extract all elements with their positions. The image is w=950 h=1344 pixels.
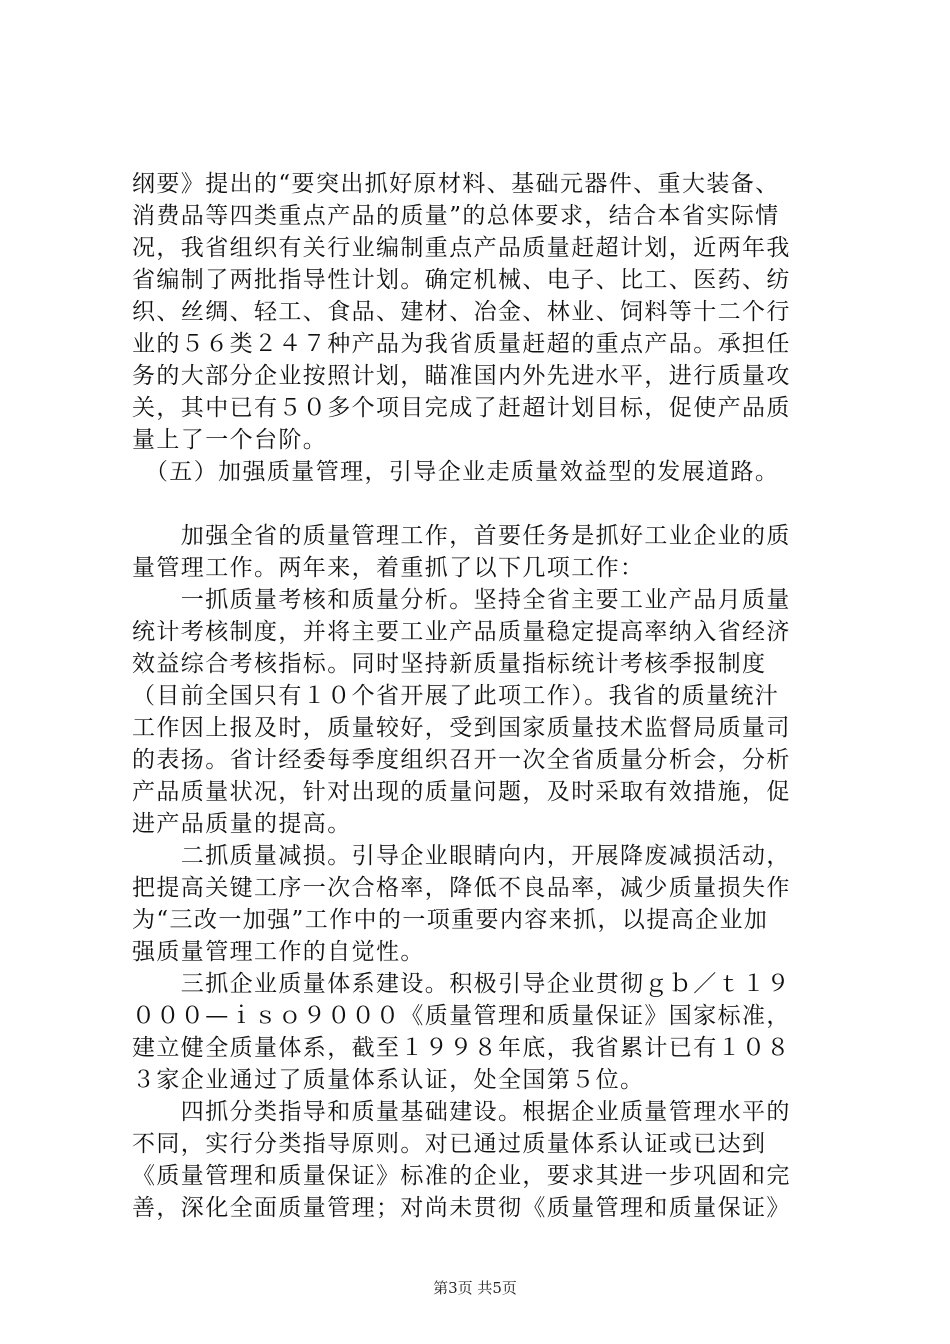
text-line: 消费品等四类重点产品的质量”的总体要求，结合本省实际情 [132, 203, 780, 229]
text-line: 务的大部分企业按照计划，瞄准国内外先进水平，进行质量攻 [132, 363, 791, 389]
text-line: 《质量管理和质量保证》标准的企业，要求其进一步巩固和完 [132, 1163, 791, 1189]
text-line: 进产品质量的提高。 [132, 811, 352, 837]
text-line: 加强全省的质量管理工作，首要任务是抓好工业企业的质 [132, 523, 791, 549]
text-line: 纲要》提出的“要突出抓好原材料、基础元器件、重大装备、 [132, 171, 780, 197]
text-line: ０００—ｉｓｏ９０００《质量管理和质量保证》国家标准， [132, 1003, 791, 1029]
text-line: 效益综合考核指标。同时坚持新质量指标统计考核季报制度 [132, 651, 767, 677]
text-line: 四抓分类指导和质量基础建设。根据企业质量管理水平的 [132, 1099, 791, 1125]
text-line: 工作因上报及时，质量较好，受到国家质量技术监督局质量司 [132, 715, 791, 741]
text-line: 把提高关键工序一次合格率，降低不良品率，减少质量损失作 [132, 875, 791, 901]
text-line: （目前全国只有１０个省开展了此项工作）。我省的质量统汁 [132, 683, 780, 709]
text-line: 一抓质量考核和质量分析。坚持全省主要工业产品月质量 [132, 587, 791, 613]
text-line: 建立健全质量体系，截至１９９８年底，我省累计已有１０８ [132, 1035, 791, 1061]
section-heading: （五）加强质量管理，引导企业走质量效益型的发展道路。 [132, 459, 780, 485]
text-line: 量管理工作。两年来，着重抓了以下几项工作： [132, 555, 645, 581]
page-number-footer: 第3页 共5页 [433, 1279, 517, 1297]
text-line: ３家企业通过了质量体系认证，处全国第５位。 [132, 1067, 645, 1093]
text-line: 善，深化全面质量管理；对尚未贯彻《质量管理和质量保证》 [132, 1195, 791, 1221]
text-line: 产品质量状况，针对出现的质量问题，及时采取有效措施，促 [132, 779, 791, 805]
text-line: 省编制了两批指导性计划。确定机械、电子、比工、医药、纺 [132, 267, 791, 293]
text-line: 不同，实行分类指导原则。对已通过质量体系认证或已达到 [132, 1131, 767, 1157]
text-line: 量上了一个台阶。 [132, 427, 328, 453]
text-line: 的表扬。省计经委每季度组织召开一次全省质量分析会，分析 [132, 747, 791, 773]
text-line: 织、丝绸、轻工、食品、建材、冶金、林业、饲料等十二个行 [132, 299, 791, 325]
text-line: 统计考核制度，并将主要工业产品质量稳定提高率纳入省经济 [132, 619, 791, 645]
text-line: 关，其中已有５０多个项目完成了赶超计划目标，促使产品质 [132, 395, 791, 421]
text-line: 二抓质量减损。引导企业眼睛向内，开展降废减损活动， [132, 843, 791, 869]
text-line: 为“三改一加强”工作中的一项重要内容来抓，以提高企业加 [132, 907, 769, 933]
text-line: 况，我省组织有关行业编制重点产品质量赶超计划，近两年我 [132, 235, 791, 261]
text-line: 业的５６类２４７种产品为我省质量赶超的重点产品。承担任 [132, 331, 791, 357]
text-line: 强质量管理工作的自觉性。 [132, 939, 425, 965]
text-line: 三抓企业质量体系建设。积极引导企业贯彻ｇｂ／ｔ１９ [132, 971, 791, 997]
